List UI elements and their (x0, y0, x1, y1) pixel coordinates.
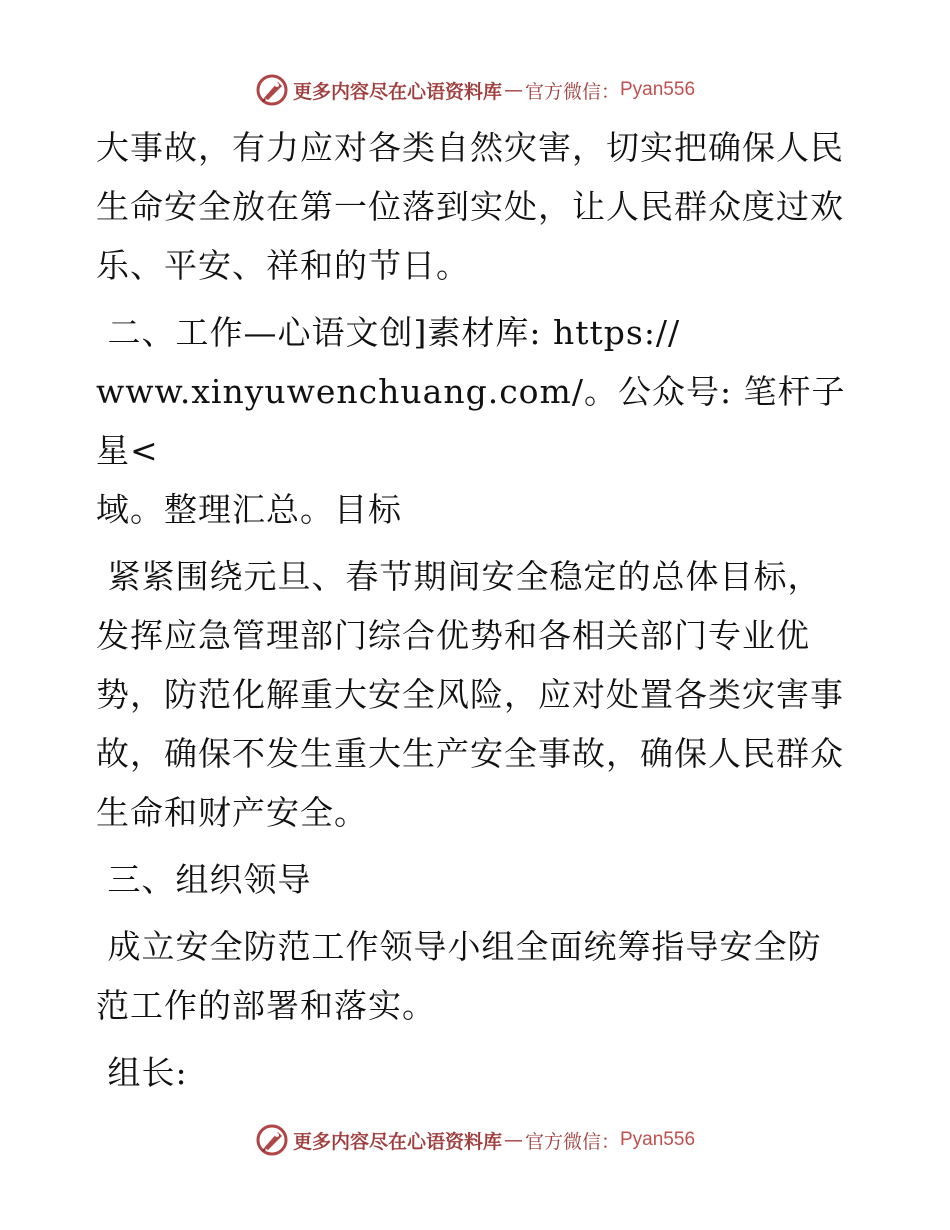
text-line: 组长: (96, 1053, 188, 1092)
document-body (96, 118, 866, 1110)
paragraph-leadership-group (96, 917, 866, 1035)
paragraph-section-two-heading (96, 303, 866, 539)
pen-in-circle-logo-icon (255, 73, 289, 107)
text-line: 紧紧围绕元旦、春节期间安全稳定的总体目标， (96, 557, 822, 596)
paragraph-section-three-heading (96, 850, 866, 909)
header-brand-text: 更多内容尽在心语资料库 (292, 80, 502, 103)
paragraph-goals (96, 547, 866, 842)
footer-wechat-id: Pyan556 (620, 1129, 696, 1150)
footer-brand-text: 更多内容尽在心语资料库 (292, 1130, 502, 1153)
footer-wechat-label: 官方微信： (524, 1130, 620, 1153)
text-line: 势，防范化解重大安全风险，应对处置各类灾害事 (96, 675, 844, 714)
header-wechat-id: Pyan556 (620, 79, 696, 100)
footer-banner (0, 1118, 950, 1162)
text-line: 三、组织领导 (96, 860, 312, 899)
text-line: 二、工作—心语文创]素材库: https:// (96, 313, 681, 352)
text-line: 成立安全防范工作领导小组全面统筹指导安全防 (96, 927, 822, 966)
text-line: 生命安全放在第一位落到实处，让人民群众度过欢 (96, 187, 844, 226)
text-line: 故，确保不发生重大生产安全事故，确保人民群众 (96, 734, 844, 773)
pen-in-circle-logo-icon (255, 1123, 289, 1157)
footer-dash: — (503, 1129, 523, 1151)
paragraph-group-leader (96, 1043, 866, 1102)
text-line: 发挥应急管理部门综合优势和各相关部门专业优 (96, 616, 810, 655)
text-line: 乐、平安、祥和的节日。 (96, 246, 470, 285)
text-line: 生命和财产安全。 (96, 793, 368, 832)
header-wechat-label: 官方微信： (524, 80, 620, 103)
text-line: 大事故，有力应对各类自然灾害，切实把确保人民 (96, 128, 844, 167)
header-dash: — (503, 79, 523, 101)
paragraph-intro-continuation (96, 118, 866, 295)
text-line: 范工作的部署和落实。 (96, 986, 436, 1025)
text-line: 域。整理汇总。目标 (96, 490, 402, 529)
text-line: www.xinyuwenchuang.com/。公众号: 笔杆子星< (96, 372, 846, 470)
header-banner (0, 68, 950, 112)
